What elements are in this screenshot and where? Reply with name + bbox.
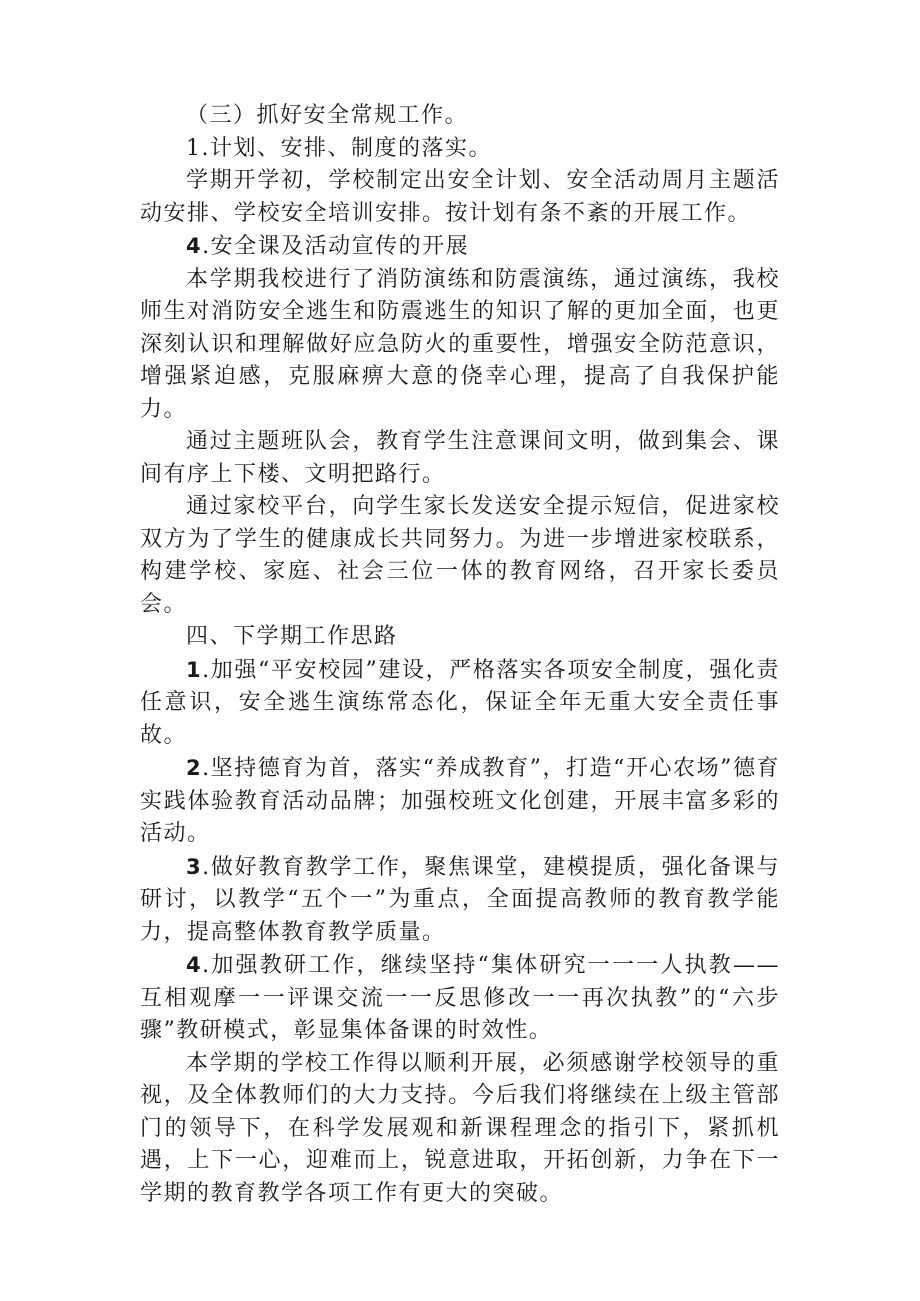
paragraph-text: （三）抓好安全常规工作。: [186, 103, 469, 128]
paragraph-text: .坚持德育为首，落实“养成教育”，打造“开心农场”德育实践体验教育活动品牌；加强校班文化创建，开展丰富多彩的活动。: [140, 756, 780, 846]
paragraph-text: .安全课及活动宣传的开展: [202, 234, 470, 259]
paragraph-drills: [140, 264, 780, 427]
paragraph-conclusion: [140, 1048, 780, 1211]
list-item-1: [140, 654, 780, 753]
item-number: 3: [186, 854, 203, 879]
paragraph-class-meetings: [140, 426, 780, 491]
item-number: 2: [186, 756, 203, 780]
paragraph-semester-plan: [140, 165, 780, 230]
item-number: 4: [186, 234, 203, 258]
item-number: 1: [186, 657, 203, 682]
paragraph-text: 四、下学期工作思路: [186, 624, 398, 649]
list-item-2: [140, 752, 780, 851]
paragraph-text: .加强教研工作，继续坚持“集体研究一一一人执教——互相观摩一一评课交流一一反思修改一一再次执教”的“六步骤”教研模式，彰显集体备课的时效性。: [140, 953, 780, 1043]
subheading-safety-lessons: [140, 230, 780, 264]
subheading-plan-implementation: [140, 133, 780, 166]
paragraph-text: 通过主题班队会，教育学生注意课间文明，做到集会、课间有序上下楼、文明把路行。: [140, 429, 780, 487]
list-item-3: [140, 851, 780, 950]
paragraph-text: 1.计划、安排、制度的落实。: [186, 135, 492, 161]
paragraph-text: .做好教育教学工作，聚焦课堂，建模提质，强化备课与研讨，以教学“五个一”为重点，全面提高教师的教育教学能力，提高整体教育教学质量。: [140, 854, 780, 945]
section-heading-next-semester: [140, 621, 780, 654]
document-body: [140, 100, 780, 1210]
section-heading-safety-routine: [140, 100, 780, 133]
paragraph-text: .加强“平安校园”建设，严格落实各项安全制度，强化责任意识，安全逃生演练常态化，保证全年无重大安全责任事故。: [140, 657, 780, 748]
paragraph-text: 通过家校平台，向学生家长发送安全提示短信，促进家校双方为了学生的健康成长共同努力。为进一步增进家校联系，构建学校、家庭、社会三位一体的教育网络，召开家长委员会。: [140, 494, 780, 617]
paragraph-text: 本学期的学校工作得以顺利开展，必须感谢学校领导的重视，及全体教师们的大力支持。今后我们将继续在上级主管部门的领导下，在科学发展观和新课程理念的指引下，紧抓机遇，上下一心，迎难而上，锐意进取，开拓创新，力争在下一学期的教育教学各项工作有更大的突破。: [140, 1050, 780, 1206]
paragraph-text: 本学期我校进行了消防演练和防震演练，通过演练，我校师生对消防安全逃生和防震逃生的知识了解的更加全面，也更深刻认识和理解做好应急防火的重要性，增强安全防范意识，增强紧迫感，克服麻痹大意的侥幸心理，提高了自我保护能力。: [140, 266, 780, 422]
item-number: 4: [186, 953, 203, 977]
list-item-4: [140, 949, 780, 1048]
paragraph-home-school: [140, 491, 780, 621]
paragraph-text: 学期开学初，学校制定出安全计划、安全活动周月主题活动安排、学校安全培训安排。按计划有条不紊的开展工作。: [140, 168, 780, 226]
